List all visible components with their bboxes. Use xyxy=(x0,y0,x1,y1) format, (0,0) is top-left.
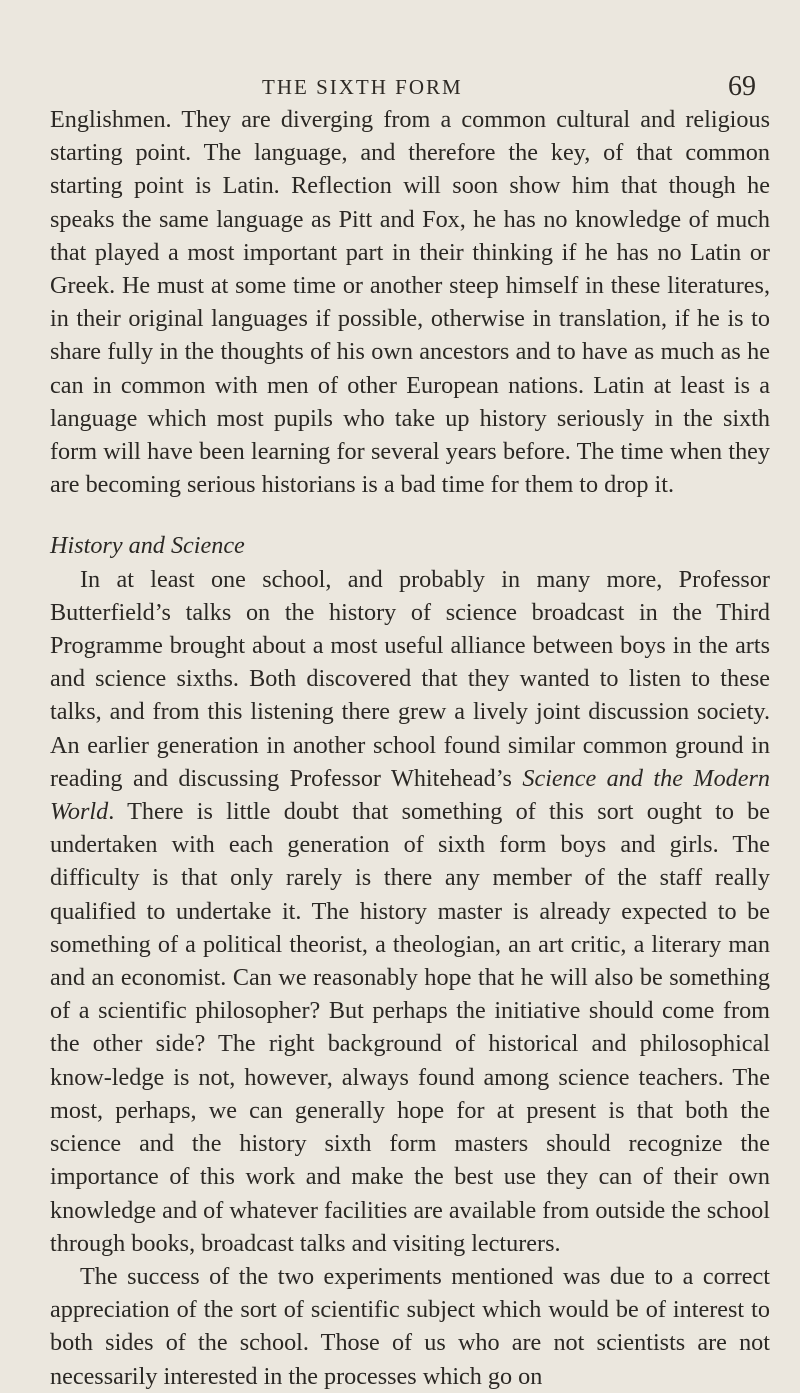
paragraph-history-science-part-2: . There is little doubt that something of this sort ought to be undertaken with each generation of sixth form boys and girls. The difficulty is that only rarely is there any member of the staff really qualified to undertake it. The history master is already expected to be something of a political theorist, a theologian, an art critic, a literary man and an economist. Can we reasonably hope that he will also be something of a scientific philosopher? But perhaps the initiative should come from the other side? The right background of historical and philosophical know-ledge is not, however, always found among science teachers. The most, perhaps, we can generally hope for at present is that both the science and the history sixth form masters should recognize the importance of this work and make the best use they can of their own knowledge and of whatever facilities are available from outside the school through books, broadcast talks and visiting lecturers. xyxy=(50,798,770,1257)
paragraph-latin: Englishmen. They are diverging from a common cultural and religious starting point. The language, and therefore the key, of that common starting point is Latin. Reflection will soon show him that though he speaks the same language as Pitt and Fox, he has no knowledge of much that played a most important part in their thinking if he has no Latin or Greek. He must at some time or another steep himself in these literatures, in their original languages if possible, otherwise in translation, if he is to share fully in the thoughts of his own ancestors and to have as much as he can in common with men of other European nations. Latin at least is a language which most pupils who take up history seriously in the sixth form will have been learning for several years before. The time when they are becoming serious historians is a bad time for them to drop it. xyxy=(50,106,770,499)
body-text xyxy=(50,103,770,1393)
page-number: 69 xyxy=(728,71,756,102)
book-title-reference: Science and the Modern World xyxy=(50,764,770,826)
paragraph-experiments: The success of the two experiments mentioned was due to a correct appreciation of the sort of scientific subject which would be of interest to both sides of the school. Those of us who are not scientists are not necessarily interested in the processes which go on xyxy=(50,1262,770,1390)
section-heading: History and Science xyxy=(50,532,245,560)
paragraph-history-science-part-1: In at least one school, and probably in many more, Professor Butterfield’s talks on the history of science broadcast in the Third Programme brought about a most useful alliance between boys in the arts and science sixths. Both discovered that they wanted to listen to these talks, and from this listening there grew a lively joint discussion society. An earlier generation in another school found similar common ground in reading and discussing Professor Whitehead’s xyxy=(50,565,770,792)
running-head xyxy=(262,71,760,105)
running-title: THE SIXTH FORM xyxy=(262,75,463,99)
paragraph-history-science xyxy=(50,563,770,1260)
